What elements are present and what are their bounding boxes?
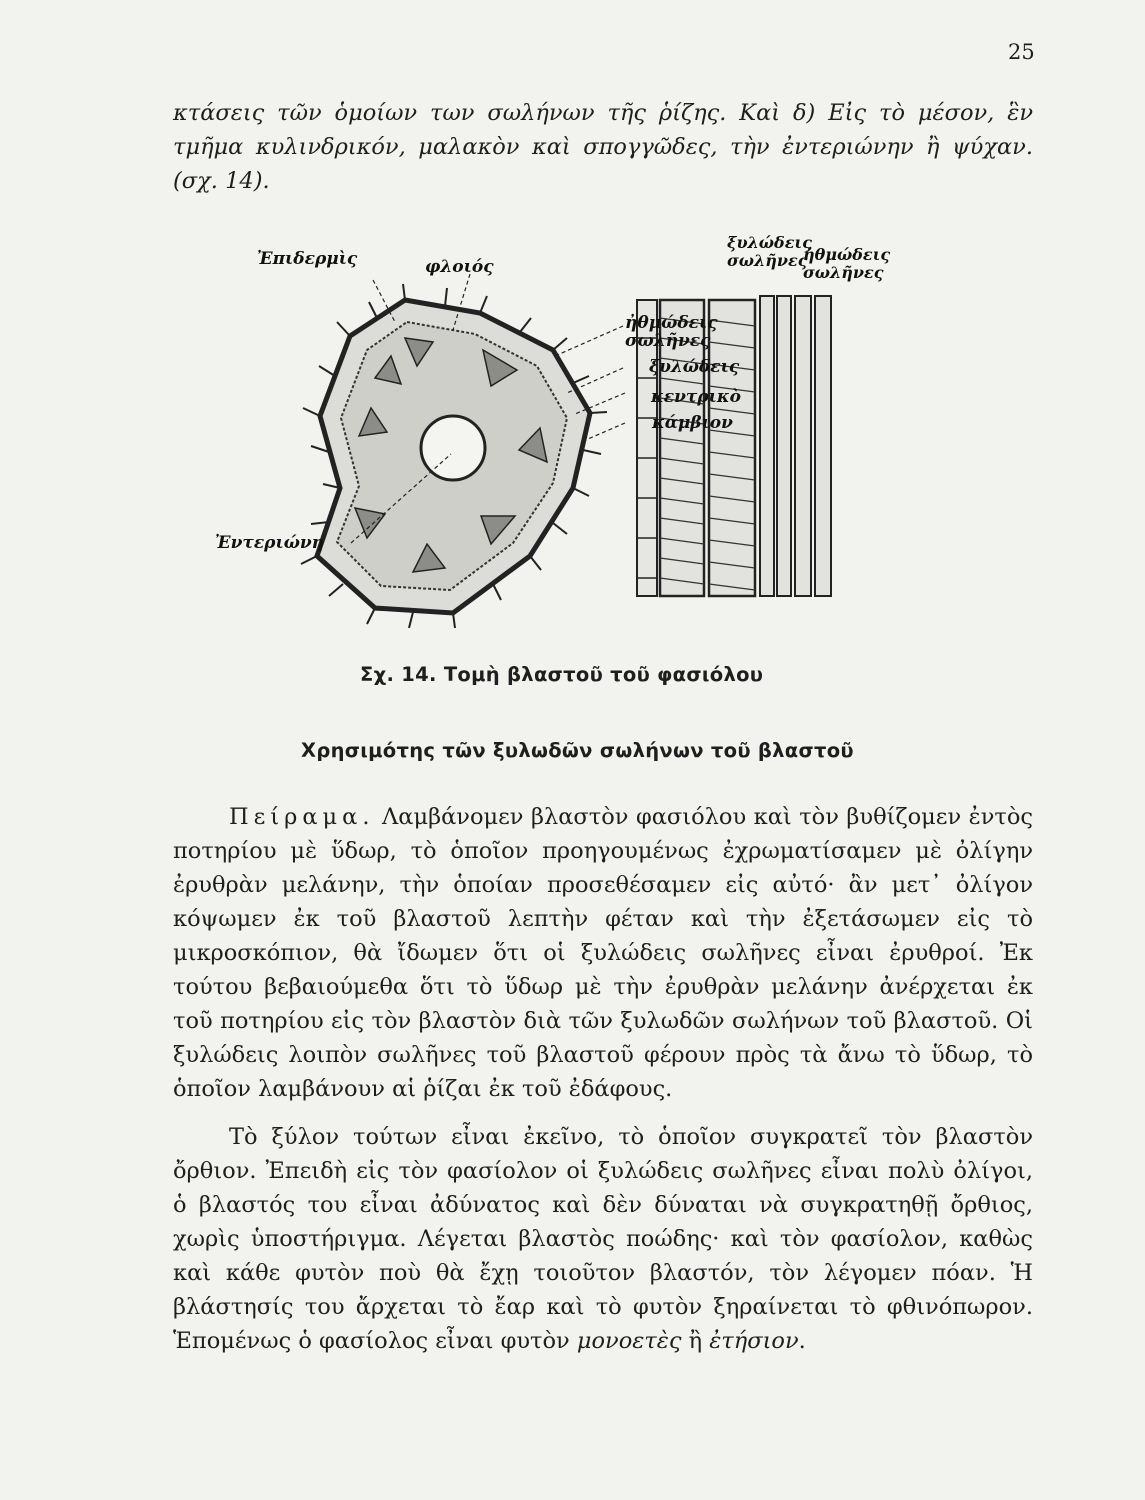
pith-center: [421, 416, 485, 480]
intro-paragraph: κτάσεις τῶν ὁμοίων των σωλήνων τῆς ῥίζης. Καὶ δ) Εἰς τὸ μέσον, ἓν τμῆμα κυλινδρικόν, μαλακὸν καὶ σπογγῶδες, τὴν ἐντεριώνην ἢ ψύχαν. (σχ. 14).: [173, 100, 1033, 194]
label-phloem: φλοιός: [425, 257, 494, 277]
label-central: κεντρικὸ: [651, 387, 741, 407]
experiment-text: Λαμβάνομεν βλαστὸν φασιόλου καὶ τὸν βυθίζομεν ἐντὸς ποτηρίου μὲ ὕδωρ, τὸ ὁποῖον προηγουμένως ἐχρωματίσαμεν μὲ ὀλίγην ἐρυθρὰν μελάνην, τὴν ὁποίαν προσεθέσαμεν εἰς αὐτό· ἂν μετ᾽ ὀλίγον κόψωμεν ἐκ τοῦ βλαστοῦ λεπτὴν φέταν καὶ τὴν ἐξετάσωμεν εἰς τὸ μικροσκόπιον, θὰ ἴδωμεν ὅτι οἱ ξυλώδεις σωλῆνες εἶναι ἐρυθροί. Ἐκ τούτου βεβαιούμεθα ὅτι τὸ ὕδωρ μὲ τὴν ἐρυθρὰν μελάνην ἀνέρχεται ἐκ τοῦ ποτηρίου εἰς τὸν βλαστὸν διὰ τῶν ξυλωδῶν σωλήνων τοῦ βλαστοῦ. Οἱ ξυλώδεις λοιπὸν σωλῆνες τοῦ βλαστοῦ φέρουν πρὸς τὰ ἄνω τὸ ὕδωρ, τὸ ὁποῖον λαμβάνουν αἱ ῥίζαι ἐκ τοῦ ἐδάφους.: [173, 804, 1033, 1102]
label-sieve-tubes-side: ἠθμώδεις σωλῆνες: [625, 313, 718, 351]
closing-paragraph: [173, 1120, 1033, 1358]
label-xylem-tubes-top: ξυλώδεις σωλῆνες: [727, 233, 812, 270]
stem-diagram: [255, 238, 835, 628]
label-sieve-tubes-top: ἠθμώδεις σωλῆνες: [803, 245, 891, 282]
section-heading: Χρησιμότης τῶν ξυλωδῶν σωλήνων τοῦ βλαστοῦ: [301, 739, 854, 762]
label-pith: Ἐντεριώνη: [215, 533, 325, 553]
experiment-label: Πείραμα.: [229, 804, 375, 830]
connector: ἢ: [681, 1328, 710, 1354]
term-annual: μονοετὲς: [576, 1328, 682, 1354]
figure-caption: Σχ. 14. Τομὴ βλαστοῦ τοῦ φασιόλου: [360, 663, 764, 686]
label-epidermis: Ἐπιδερμὶς: [257, 249, 358, 269]
experiment-paragraph: [173, 800, 1033, 1106]
closing-period: .: [798, 1328, 806, 1354]
page-number: 25: [1008, 40, 1035, 64]
label-xylem-side: ξυλώδεις: [649, 357, 740, 377]
closing-text: Τὸ ξύλον τούτων εἶναι ἐκεῖνο, τὸ ὁποῖον συγκρατεῖ τὸν βλαστὸν ὄρθιον. Ἐπειδὴ εἰς τὸν φασίολον οἱ ξυλώδεις σωλῆνες εἶναι πολὺ ὀλίγοι, ὁ βλαστός του εἶναι ἀδύνατος καὶ δὲν δύναται νὰ συγκρατηθῇ ὄρθιος, χωρὶς ὑποστήριγμα. Λέγεται βλαστὸς ποώδης· καὶ τὸν φασίολον, καθὼς καὶ κάθε φυτὸν ποὺ θὰ ἔχῃ τοιοῦτον βλαστόν, τὸν λέγομεν πόαν. Ἡ βλάστησίς του ἄρχεται τὸ ἔαρ καὶ τὸ φυτὸν ξηραίνεται τὸ φθινόπωρον. Ἑπομένως ὁ φασίολος εἶναι φυτὸν: [173, 1124, 1033, 1354]
stem-cross-section-figure: [215, 233, 891, 628]
label-cambium: κάμβιον: [652, 413, 733, 433]
term-yearly: ἐτήσιον: [709, 1328, 799, 1354]
